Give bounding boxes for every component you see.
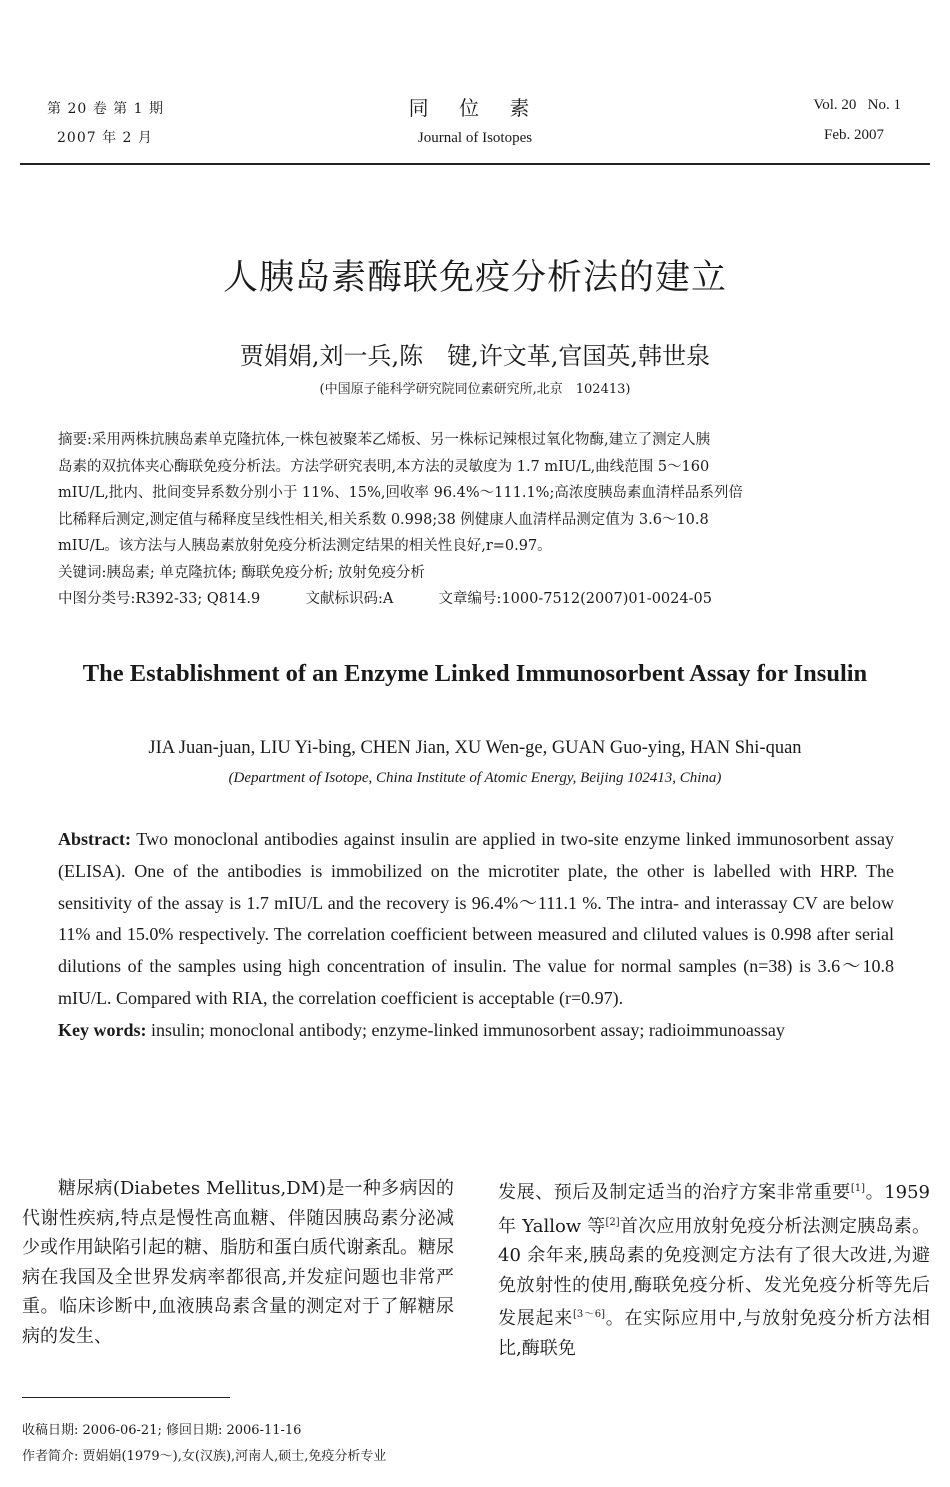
keywords-en-label: Key words: [58, 1019, 147, 1040]
volume-info: Vol. 20 No. 1 [813, 97, 901, 113]
paper-title-cn: 人胰岛素酶联免疫分析法的建立 [222, 258, 727, 298]
publication-date: Feb. 2007 [824, 127, 884, 143]
body-text: 发展、预后及制定适当的治疗方案非常重要 [498, 1182, 851, 1203]
author-bio: 作者简介: 贾娟娟(1979～),女(汉族),河南人,硕士,免疫分析专业 [22, 1449, 387, 1464]
abstract-cn-label: 摘要: [58, 432, 92, 448]
article-no: 1000-7512(2007)01-0024-05 [501, 591, 712, 607]
affiliation-en: (Department of Isotope, China Institute of Atomic Energy, Beijing 102413, China) [228, 770, 722, 786]
article-no-label: 文章编号: [438, 591, 502, 607]
abstract-en-text: Two monoclonal antibodies against insulin are applied in two-site enzyme linked immunosorbent assay (ELISA). One of the antibodies is immobilized on the microtiter plate, the other is labelled with HRP. The sensitivity of the assay is 1.7 mIU/L and the recovery is 96.4%～111.1 %. The intra- and interassay CV are below 11% and 15.0% respectively. The correlation coefficient between measured and cliluted values is 0.998 after serial dilutions of the samples using high concentration of insulin. The value for normal samples (n=38) is 3.6～10.8 mIU/L. Compared with RIA, the correlation coefficient is acceptable (r=0.97). [58, 829, 894, 1008]
abstract-cn-line: 采用两株抗胰岛素单克隆抗体,一株包被聚苯乙烯板、另一株标记辣根过氧化物酶,建立了测定人胰 [91, 432, 711, 448]
keywords-cn-label: 关键词: [58, 564, 107, 581]
keywords-en: insulin; monoclonal antibody; enzyme-linked immunosorbent assay; radioimmunoassay [151, 1019, 785, 1040]
body-column-left: 糖尿病(Diabetes Mellitus,DM)是一种多病因的代谢性疾病,特点是慢性高血糖、伴随因胰岛素分泌减少或作用缺陷引起的糖、脂肪和蛋白质代谢紊乱。糖尿病在我国及全世界发病率都很高,并发症问题也非常严重。临床诊断中,血液胰岛素含量的测定对于了解糖尿病的发生、 [22, 1178, 454, 1347]
journal-title-cn: 同 位 素 [408, 96, 542, 120]
footnote-divider [22, 1397, 230, 1398]
body-text: 首次应用放射免疫分析法测定胰岛素。40 余年来,胰岛素的免疫测定方法有了很大改进,为避免放射性的使用,酶联免疫分析、发光免疫分析等先后发展起来 [498, 1215, 930, 1329]
authors-cn: 贾娟娟,刘一兵,陈 键,许文革,官国英,韩世泉 [239, 342, 711, 370]
clc-code: R392-33; Q814.9 [135, 591, 261, 607]
citation: [2] [605, 1216, 620, 1228]
abstract-cn-line: mIU/L,批内、批间变异系数分别小于 11%、15%,回收率 96.4%～111.1%;高浓度胰岛素血清样品系列倍 [58, 485, 743, 501]
authors-en: JIA Juan-juan, LIU Yi-bing, CHEN Jian, XU Wen-ge, GUAN Guo-ying, HAN Shi-quan [148, 738, 802, 758]
abstract-cn-line: 比稀释后测定,测定值与稀释度呈线性相关,相关系数 0.998;38 例健康人血清样品测定值为 3.6～10.8 [58, 511, 709, 528]
abstract-en-label: Abstract: [58, 829, 131, 849]
received-date: 收稿日期: 2006-06-21; 修回日期: 2006-11-16 [22, 1423, 302, 1438]
citation: [1] [850, 1183, 866, 1194]
abstract-cn-line: mIU/L。该方法与人胰岛素放射免疫分析法测定结果的相关性良好,r=0.97。 [58, 538, 552, 554]
doc-code: A [382, 591, 394, 607]
body-text: 。1959 年 Yallow 等 [498, 1182, 930, 1237]
abstract-cn [58, 427, 894, 613]
keywords-cn: 胰岛素; 单克隆抗体; 酶联免疫分析; 放射免疫分析 [106, 564, 425, 581]
body-column-right [498, 1174, 930, 1363]
issue-date: 2007 年 2 月 [57, 130, 153, 146]
header-divider [20, 163, 930, 165]
citation: [3～6] [572, 1309, 605, 1320]
issue-info: 第 20 卷 第 1 期 [47, 101, 164, 117]
abstract-cn-line: 岛素的双抗体夹心酶联免疫分析法。方法学研究表明,本方法的灵敏度为 1.7 mIU/L,曲线范围 5～160 [58, 458, 710, 475]
affiliation-cn: (中国原子能科学研究院同位素研究所,北京 102413) [319, 382, 631, 397]
body-text: 。在实际应用中,与放射免疫分析方法相比,酶联免 [498, 1308, 931, 1359]
doc-code-label: 文献标识码: [305, 591, 383, 607]
paper-title-en: The Establishment of an Enzyme Linked Immunosorbent Assay for Insulin [82, 660, 868, 687]
journal-title-en: Journal of Isotopes [417, 130, 533, 146]
abstract-en [58, 824, 894, 1047]
clc-label: 中图分类号: [58, 591, 136, 607]
